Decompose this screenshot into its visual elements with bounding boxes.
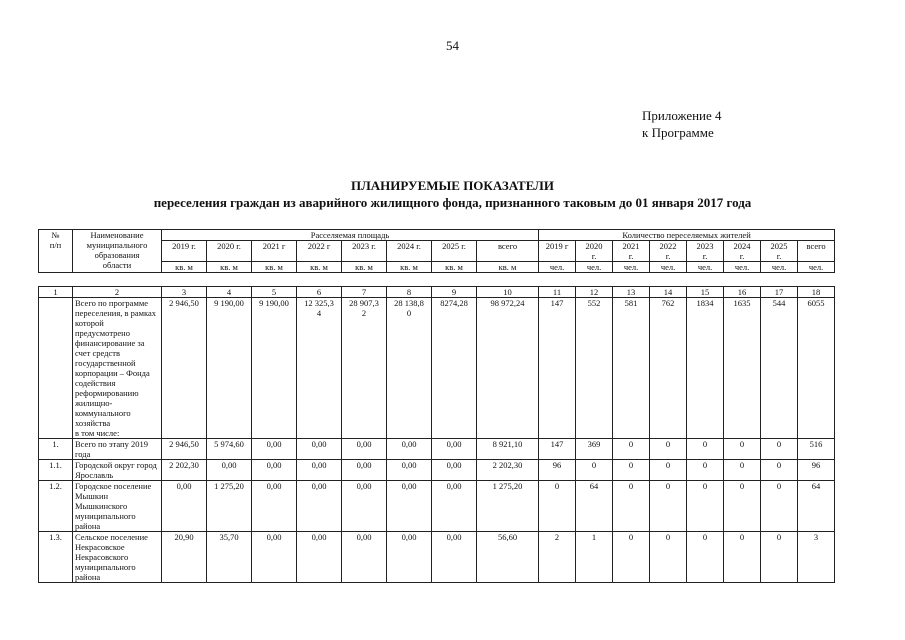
row-people-value: 0 — [761, 532, 798, 583]
column-number: 4 — [207, 287, 252, 298]
row-area-value: 98 972,24 — [477, 298, 539, 439]
row-number: 1.1. — [39, 460, 73, 481]
header-area-year: всего — [477, 241, 539, 262]
header-area-year: 2025 г. — [432, 241, 477, 262]
row-area-value: 5 974,60 — [207, 439, 252, 460]
row-area-value: 28 907,3 2 — [342, 298, 387, 439]
row-number: 1.3. — [39, 532, 73, 583]
row-people-value: 0 — [650, 439, 687, 460]
row-people-value: 0 — [687, 481, 724, 532]
header-people-year: 2019 г — [539, 241, 576, 262]
column-number: 1 — [39, 287, 73, 298]
row-people-value: 0 — [761, 439, 798, 460]
header-area-unit: кв. м — [387, 262, 432, 273]
appendix-line-2: к Программе — [642, 125, 714, 140]
row-area-value: 20,90 — [162, 532, 207, 583]
row-people-value: 0 — [613, 532, 650, 583]
column-number: 16 — [724, 287, 761, 298]
row-people-value: 6055 — [798, 298, 835, 439]
row-area-value: 0,00 — [297, 460, 342, 481]
column-number: 13 — [613, 287, 650, 298]
column-number: 12 — [576, 287, 613, 298]
column-number: 10 — [477, 287, 539, 298]
row-area-value: 0,00 — [432, 532, 477, 583]
row-people-value: 0 — [613, 460, 650, 481]
title-line-2: переселения граждан из аварийного жилищного фонда, признанного таковым до 01 января 2017 года — [153, 195, 752, 210]
table-row — [39, 298, 835, 439]
row-area-value: 0,00 — [432, 481, 477, 532]
row-area-value: 0,00 — [387, 439, 432, 460]
row-area-value: 2 946,50 — [162, 439, 207, 460]
appendix-line-1: Приложение 4 — [642, 108, 722, 123]
row-people-value: 64 — [798, 481, 835, 532]
header-people-unit: чел. — [798, 262, 835, 273]
row-area-value: 1 275,20 — [207, 481, 252, 532]
header-area-year: 2024 г. — [387, 241, 432, 262]
column-number: 7 — [342, 287, 387, 298]
row-people-value: 0 — [724, 481, 761, 532]
title-line-1: ПЛАНИРУЕМЫЕ ПОКАЗАТЕЛИ — [351, 178, 554, 193]
row-area-value: 0,00 — [252, 481, 297, 532]
row-area-value: 0,00 — [297, 481, 342, 532]
row-people-value: 544 — [761, 298, 798, 439]
row-people-value: 552 — [576, 298, 613, 439]
row-people-value: 64 — [576, 481, 613, 532]
row-area-value: 0,00 — [387, 481, 432, 532]
header-people-unit: чел. — [650, 262, 687, 273]
header-area-unit: кв. м — [432, 262, 477, 273]
column-number: 15 — [687, 287, 724, 298]
row-area-value: 9 190,00 — [207, 298, 252, 439]
header-people-unit: чел. — [576, 262, 613, 273]
column-number: 17 — [761, 287, 798, 298]
header-people-unit: чел. — [687, 262, 724, 273]
row-area-value: 0,00 — [252, 439, 297, 460]
row-municipality-name: Всего по этапу 2019 года — [73, 439, 162, 460]
row-area-value: 0,00 — [297, 532, 342, 583]
header-area-unit: кв. м — [342, 262, 387, 273]
header-area-year: 2020 г. — [207, 241, 252, 262]
header-area-unit: кв. м — [252, 262, 297, 273]
appendix-caption — [642, 107, 722, 141]
header-row-groups — [39, 230, 835, 241]
row-people-value: 1 — [576, 532, 613, 583]
row-number: 1. — [39, 439, 73, 460]
row-area-value: 0,00 — [432, 439, 477, 460]
row-people-value: 369 — [576, 439, 613, 460]
header-people-year: 2023 г. — [687, 241, 724, 262]
row-people-value: 0 — [539, 481, 576, 532]
column-number: 8 — [387, 287, 432, 298]
row-number: 1.2. — [39, 481, 73, 532]
row-people-value: 0 — [687, 460, 724, 481]
row-people-value: 581 — [613, 298, 650, 439]
row-area-value: 0,00 — [342, 439, 387, 460]
header-people-unit: чел. — [761, 262, 798, 273]
row-people-value: 0 — [761, 460, 798, 481]
row-people-value: 1635 — [724, 298, 761, 439]
row-people-value: 0 — [761, 481, 798, 532]
row-people-value: 0 — [650, 460, 687, 481]
row-people-value: 3 — [798, 532, 835, 583]
row-area-value: 2 946,50 — [162, 298, 207, 439]
header-people-year: 2024 г. — [724, 241, 761, 262]
row-people-value: 0 — [724, 460, 761, 481]
header-area-group: Расселяемая площадь — [162, 230, 539, 241]
row-number — [39, 298, 73, 439]
column-number: 5 — [252, 287, 297, 298]
row-people-value: 0 — [724, 532, 761, 583]
row-area-value: 9 190,00 — [252, 298, 297, 439]
row-area-value: 0,00 — [387, 532, 432, 583]
row-area-value: 2 202,30 — [162, 460, 207, 481]
row-area-value: 0,00 — [297, 439, 342, 460]
row-people-value: 0 — [613, 481, 650, 532]
header-area-year: 2019 г. — [162, 241, 207, 262]
row-municipality-name: Городской округ город Ярославль — [73, 460, 162, 481]
table-row — [39, 481, 835, 532]
row-area-value: 8274,28 — [432, 298, 477, 439]
column-number: 11 — [539, 287, 576, 298]
row-people-value: 0 — [687, 532, 724, 583]
row-people-value: 516 — [798, 439, 835, 460]
row-people-value: 2 — [539, 532, 576, 583]
header-people-year: 2021 г. — [613, 241, 650, 262]
column-number: 3 — [162, 287, 207, 298]
row-area-value: 2 202,30 — [477, 460, 539, 481]
header-people-unit: чел. — [724, 262, 761, 273]
header-people-year: всего — [798, 241, 835, 262]
column-number: 9 — [432, 287, 477, 298]
table-row — [39, 460, 835, 481]
row-area-value: 0,00 — [342, 481, 387, 532]
page-number: 54 — [446, 38, 459, 53]
header-people-year: 2020 г. — [576, 241, 613, 262]
header-area-year: 2022 г — [297, 241, 342, 262]
row-area-value: 0,00 — [252, 460, 297, 481]
header-number: № п/п — [39, 230, 73, 273]
column-number: 14 — [650, 287, 687, 298]
row-area-value: 0,00 — [387, 460, 432, 481]
row-people-value: 147 — [539, 298, 576, 439]
row-area-value: 0,00 — [207, 460, 252, 481]
row-people-value: 96 — [798, 460, 835, 481]
row-area-value: 0,00 — [342, 532, 387, 583]
row-people-value: 0 — [650, 481, 687, 532]
row-area-value: 56,60 — [477, 532, 539, 583]
row-area-value: 28 138,8 0 — [387, 298, 432, 439]
row-area-value: 0,00 — [252, 532, 297, 583]
column-number-row — [39, 287, 835, 298]
row-municipality-name: Городское поселение Мышкин Мышкинского муниципального района — [73, 481, 162, 532]
header-municipality: Наименование муниципального образования области — [73, 230, 162, 273]
column-number: 6 — [297, 287, 342, 298]
header-area-year: 2023 г. — [342, 241, 387, 262]
row-area-value: 8 921,10 — [477, 439, 539, 460]
header-area-year: 2021 г — [252, 241, 297, 262]
table-row — [39, 439, 835, 460]
row-area-value: 35,70 — [207, 532, 252, 583]
row-area-value: 1 275,20 — [477, 481, 539, 532]
row-people-value: 96 — [539, 460, 576, 481]
column-number: 2 — [73, 287, 162, 298]
header-area-unit: кв. м — [297, 262, 342, 273]
header-people-unit: чел. — [613, 262, 650, 273]
row-people-value: 762 — [650, 298, 687, 439]
header-people-year: 2025 г. — [761, 241, 798, 262]
row-municipality-name: Сельское поселение Некрасовское Некрасовского муниципального района — [73, 532, 162, 583]
row-area-value: 0,00 — [342, 460, 387, 481]
row-people-value: 0 — [650, 532, 687, 583]
table-row — [39, 532, 835, 583]
column-number: 18 — [798, 287, 835, 298]
row-people-value: 1834 — [687, 298, 724, 439]
header-area-unit: кв. м — [207, 262, 252, 273]
row-area-value: 0,00 — [432, 460, 477, 481]
document-title — [0, 177, 905, 211]
row-people-value: 0 — [576, 460, 613, 481]
row-people-value: 0 — [613, 439, 650, 460]
row-area-value: 12 325,3 4 — [297, 298, 342, 439]
header-area-unit: кв. м — [477, 262, 539, 273]
data-table — [38, 286, 835, 583]
header-area-unit: кв. м — [162, 262, 207, 273]
row-people-value: 147 — [539, 439, 576, 460]
table-header — [38, 229, 835, 273]
row-people-value: 0 — [687, 439, 724, 460]
header-people-group: Количество переселяемых жителей — [539, 230, 835, 241]
row-municipality-name: Всего по программе переселения, в рамках которой предусмотрено финансирование за счет средств государственной корпорации – Фонда содействия реформированию жилищно-коммунального хозяйства в том числе: — [73, 298, 162, 439]
row-people-value: 0 — [724, 439, 761, 460]
row-area-value: 0,00 — [162, 481, 207, 532]
header-people-year: 2022 г. — [650, 241, 687, 262]
header-people-unit: чел. — [539, 262, 576, 273]
